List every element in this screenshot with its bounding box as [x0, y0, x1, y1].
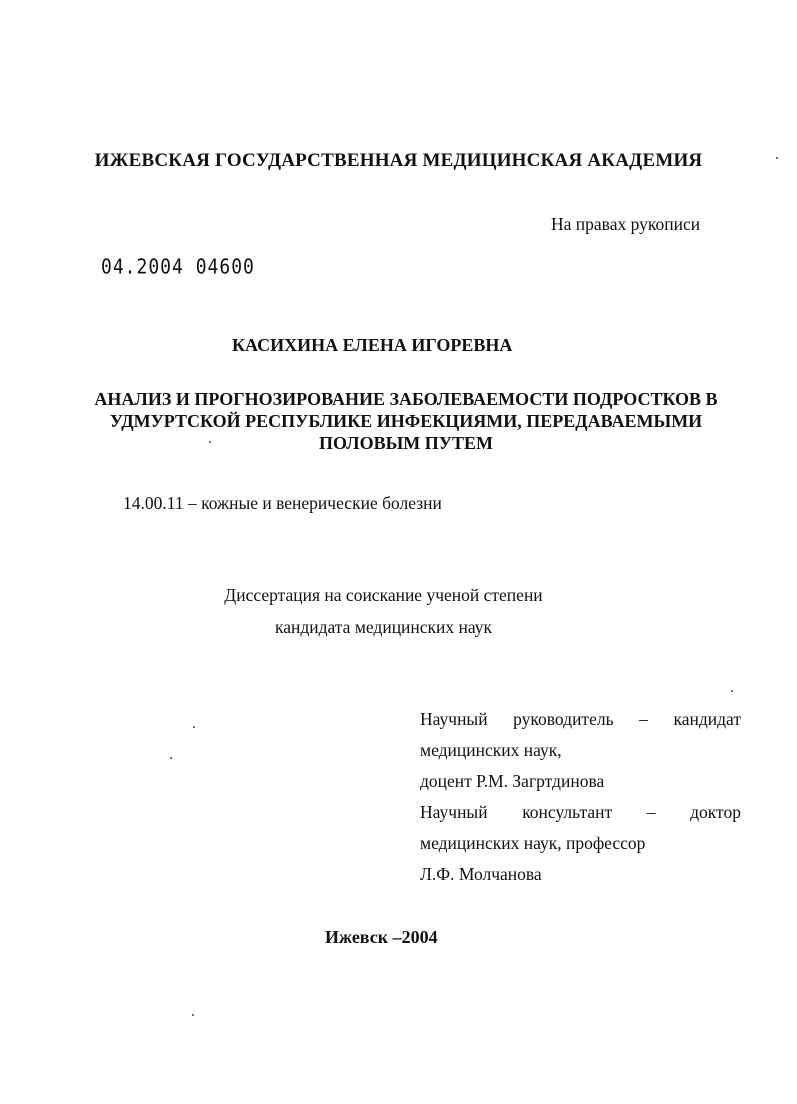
manuscript-rights-note: На правах рукописи — [551, 214, 701, 234]
supervisor-name: доцент Р.М. Загртдинова — [420, 771, 605, 791]
degree-line-2: кандидата медицинских наук — [274, 617, 493, 637]
supervisor-word: Научный — [420, 709, 488, 729]
supervisor-degree: медицинских наук, — [420, 740, 562, 760]
consultant-name: Л.Ф. Молчанова — [420, 864, 542, 884]
consultant-word: доктор — [690, 802, 741, 822]
thesis-title — [60, 388, 752, 454]
supervisor-label — [420, 709, 741, 730]
degree-line-1: Диссертация на соискание ученой степени — [224, 585, 543, 605]
author-name: КАСИХИНА ЕЛЕНА ИГОРЕВНА — [232, 335, 513, 355]
specialty-code: 14.00.11 – кожные и венерические болезни — [123, 493, 442, 513]
thesis-title-line: УДМУРТСКОЙ РЕСПУБЛИКЕ ИНФЕКЦИЯМИ, ПЕРЕДАВАЕМЫМИ — [109, 411, 703, 431]
consultant-degree: медицинских наук, профессор — [420, 833, 646, 853]
scan-speck — [192, 1014, 194, 1016]
thesis-title-line: АНАЛИЗ И ПРОГНОЗИРОВАНИЕ ЗАБОЛЕВАЕМОСТИ ПОДРОСТКОВ В — [94, 389, 718, 409]
archive-stamp-code: 04.2004 04600 — [101, 255, 255, 280]
supervisor-word: – — [639, 709, 648, 729]
scan-speck — [776, 157, 778, 159]
scan-speck — [209, 441, 211, 443]
consultant-word: Научный — [420, 802, 488, 822]
consultant-word: – — [646, 802, 656, 822]
scan-speck — [170, 757, 172, 759]
supervisor-word: кандидат — [673, 709, 741, 729]
institution-heading: ИЖЕВСКАЯ ГОСУДАРСТВЕННАЯ МЕДИЦИНСКАЯ АКАДЕМИЯ — [94, 150, 703, 171]
city-year: Ижевск –2004 — [325, 927, 438, 947]
scan-speck — [731, 690, 733, 692]
consultant-label — [420, 802, 741, 823]
consultant-word: консультант — [522, 802, 613, 822]
supervisor-word: руководитель — [513, 709, 614, 729]
thesis-title-line: ПОЛОВЫМ ПУТЕМ — [319, 433, 493, 453]
scan-speck — [193, 726, 195, 728]
